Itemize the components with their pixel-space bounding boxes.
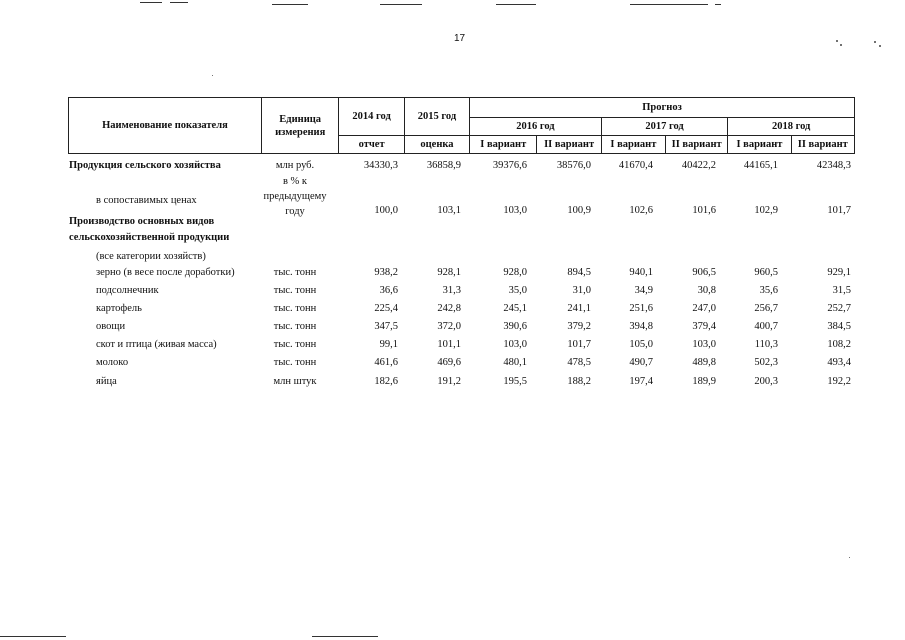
label-comparable-prices: в сопоставимых ценах	[96, 195, 197, 206]
table-cell-value: 502,3	[754, 357, 778, 368]
table-cell-value: 103,0	[692, 339, 716, 350]
scan-artifact	[170, 2, 188, 3]
table-cell-value: 102,6	[629, 205, 653, 216]
table-cell-value: 101,7	[567, 339, 591, 350]
table-cell-value: 478,5	[567, 357, 591, 368]
page-number: 17	[454, 33, 466, 44]
table-cell-value: 101,7	[827, 205, 851, 216]
header-report: отчет	[339, 136, 404, 154]
table-cell-value: 35,6	[759, 285, 778, 296]
row-label: скот и птица (живая масса)	[96, 339, 217, 350]
section-main-products-line1: Производство основных видов	[69, 216, 215, 227]
row-unit: тыс. тонн	[273, 339, 317, 350]
table-cell-value: 384,5	[827, 321, 851, 332]
scan-speck	[879, 45, 881, 47]
header-2018-variant-1: I вариант	[728, 136, 791, 154]
table-cell-value: 390,6	[503, 321, 527, 332]
table-cell-value: 192,2	[827, 376, 851, 387]
header-2017-variant-1: I вариант	[601, 136, 665, 154]
unit-pct-line2: предыдущему	[263, 191, 327, 202]
row-unit: тыс. тонн	[273, 321, 317, 332]
table-cell-value: 200,3	[754, 376, 778, 387]
unit-pct-line1: в % к	[282, 176, 308, 187]
table-cell-value: 36,6	[379, 285, 398, 296]
header-2018: 2018 год	[728, 118, 855, 136]
row-unit: тыс. тонн	[273, 267, 317, 278]
table-cell-value: 103,1	[437, 205, 461, 216]
table-cell-value: 256,7	[754, 303, 778, 314]
table-cell-value: 469,6	[437, 357, 461, 368]
table-cell-value: 906,5	[692, 267, 716, 278]
table-cell-value: 34330,3	[363, 160, 398, 171]
scan-speck	[212, 75, 213, 76]
table-cell-value: 489,8	[692, 357, 716, 368]
table-cell-value: 188,2	[567, 376, 591, 387]
table-header	[68, 97, 855, 154]
table-cell-value: 242,8	[437, 303, 461, 314]
table-cell-value: 102,9	[754, 205, 778, 216]
table-cell-value: 44165,1	[743, 160, 778, 171]
table-cell-value: 960,5	[754, 267, 778, 278]
table-cell-value: 103,0	[503, 205, 527, 216]
header-estimate: оценка	[404, 136, 469, 154]
header-2016: 2016 год	[470, 118, 602, 136]
section-main-products-line2: сельскохозяйственной продукции	[69, 232, 230, 243]
table-cell-value: 108,2	[827, 339, 851, 350]
label-all-categories: (все категории хозяйств)	[96, 251, 206, 262]
table-cell-value: 379,2	[567, 321, 591, 332]
table-cell-value: 480,1	[503, 357, 527, 368]
table-cell-value: 252,7	[827, 303, 851, 314]
table-cell-value: 372,0	[437, 321, 461, 332]
scan-artifact	[715, 4, 721, 5]
header-2017: 2017 год	[601, 118, 728, 136]
header-2018-variant-2: II вариант	[791, 136, 854, 154]
header-2016-variant-2: II вариант	[537, 136, 601, 154]
header-unit: Единица измерения	[261, 98, 339, 154]
header-2016-variant-1: I вариант	[470, 136, 537, 154]
table-cell-value: 241,1	[567, 303, 591, 314]
table-cell-value: 379,4	[692, 321, 716, 332]
row-unit: млн штук	[273, 376, 317, 387]
header-2017-variant-2: II вариант	[666, 136, 728, 154]
table-cell-value: 31,3	[442, 285, 461, 296]
row-unit: тыс. тонн	[273, 285, 317, 296]
table-cell-value: 247,0	[692, 303, 716, 314]
row-unit: тыс. тонн	[273, 303, 317, 314]
scan-speck	[836, 40, 838, 42]
table-cell-value: 40422,2	[681, 160, 716, 171]
scan-speck	[849, 557, 850, 558]
scan-artifact	[312, 636, 378, 637]
table-cell-value: 928,0	[503, 267, 527, 278]
table-cell-value: 189,9	[692, 376, 716, 387]
table-cell-value: 31,5	[832, 285, 851, 296]
table-cell-value: 195,5	[503, 376, 527, 387]
scan-artifact	[140, 2, 162, 3]
table-cell-value: 493,4	[827, 357, 851, 368]
table-cell-value: 940,1	[629, 267, 653, 278]
table-cell-value: 99,1	[379, 339, 398, 350]
table-cell-value: 100,0	[374, 205, 398, 216]
table-cell-value: 347,5	[374, 321, 398, 332]
table-cell-value: 36858,9	[426, 160, 461, 171]
table-cell-value: 182,6	[374, 376, 398, 387]
scan-speck	[874, 41, 876, 43]
scan-artifact	[630, 4, 708, 5]
scan-artifact	[0, 636, 66, 637]
table-cell-value: 400,7	[754, 321, 778, 332]
row-label: яйца	[96, 376, 117, 387]
header-2015: 2015 год	[404, 98, 469, 136]
table-cell-value: 929,1	[827, 267, 851, 278]
table-cell-value: 245,1	[503, 303, 527, 314]
table-cell-value: 461,6	[374, 357, 398, 368]
row-label: подсолнечник	[96, 285, 159, 296]
table-cell-value: 38576,0	[556, 160, 591, 171]
header-forecast: Прогноз	[470, 98, 855, 118]
table-cell-value: 31,0	[572, 285, 591, 296]
unit-mln-rub: млн руб.	[275, 160, 315, 171]
table-cell-value: 42348,3	[816, 160, 851, 171]
table-cell-value: 100,9	[567, 205, 591, 216]
table-cell-value: 490,7	[629, 357, 653, 368]
header-2014: 2014 год	[339, 98, 404, 136]
table-cell-value: 938,2	[374, 267, 398, 278]
scan-artifact	[380, 4, 422, 5]
table-cell-value: 197,4	[629, 376, 653, 387]
row-label: картофель	[96, 303, 142, 314]
table-cell-value: 101,1	[437, 339, 461, 350]
table-cell-value: 251,6	[629, 303, 653, 314]
scan-speck	[840, 44, 842, 46]
table-cell-value: 101,6	[692, 205, 716, 216]
row-label: зерно (в весе после доработки)	[96, 267, 235, 278]
scan-artifact	[496, 4, 536, 5]
row-unit: тыс. тонн	[273, 357, 317, 368]
scan-artifact	[272, 4, 308, 5]
table-cell-value: 30,8	[697, 285, 716, 296]
table-cell-value: 39376,6	[492, 160, 527, 171]
table-cell-value: 41670,4	[618, 160, 653, 171]
table-cell-value: 191,2	[437, 376, 461, 387]
table-cell-value: 105,0	[629, 339, 653, 350]
row-label: молоко	[96, 357, 129, 368]
table-cell-value: 894,5	[567, 267, 591, 278]
table-cell-value: 225,4	[374, 303, 398, 314]
header-indicator: Наименование показателя	[69, 98, 262, 154]
table-cell-value: 110,3	[754, 339, 778, 350]
table-cell-value: 35,0	[508, 285, 527, 296]
unit-pct-line3: году	[285, 206, 305, 217]
table-cell-value: 34,9	[634, 285, 653, 296]
table-cell-value: 394,8	[629, 321, 653, 332]
table-cell-value: 928,1	[437, 267, 461, 278]
table-cell-value: 103,0	[503, 339, 527, 350]
section-agri-production: Продукция сельского хозяйства	[69, 160, 221, 171]
row-label: овощи	[96, 321, 126, 332]
